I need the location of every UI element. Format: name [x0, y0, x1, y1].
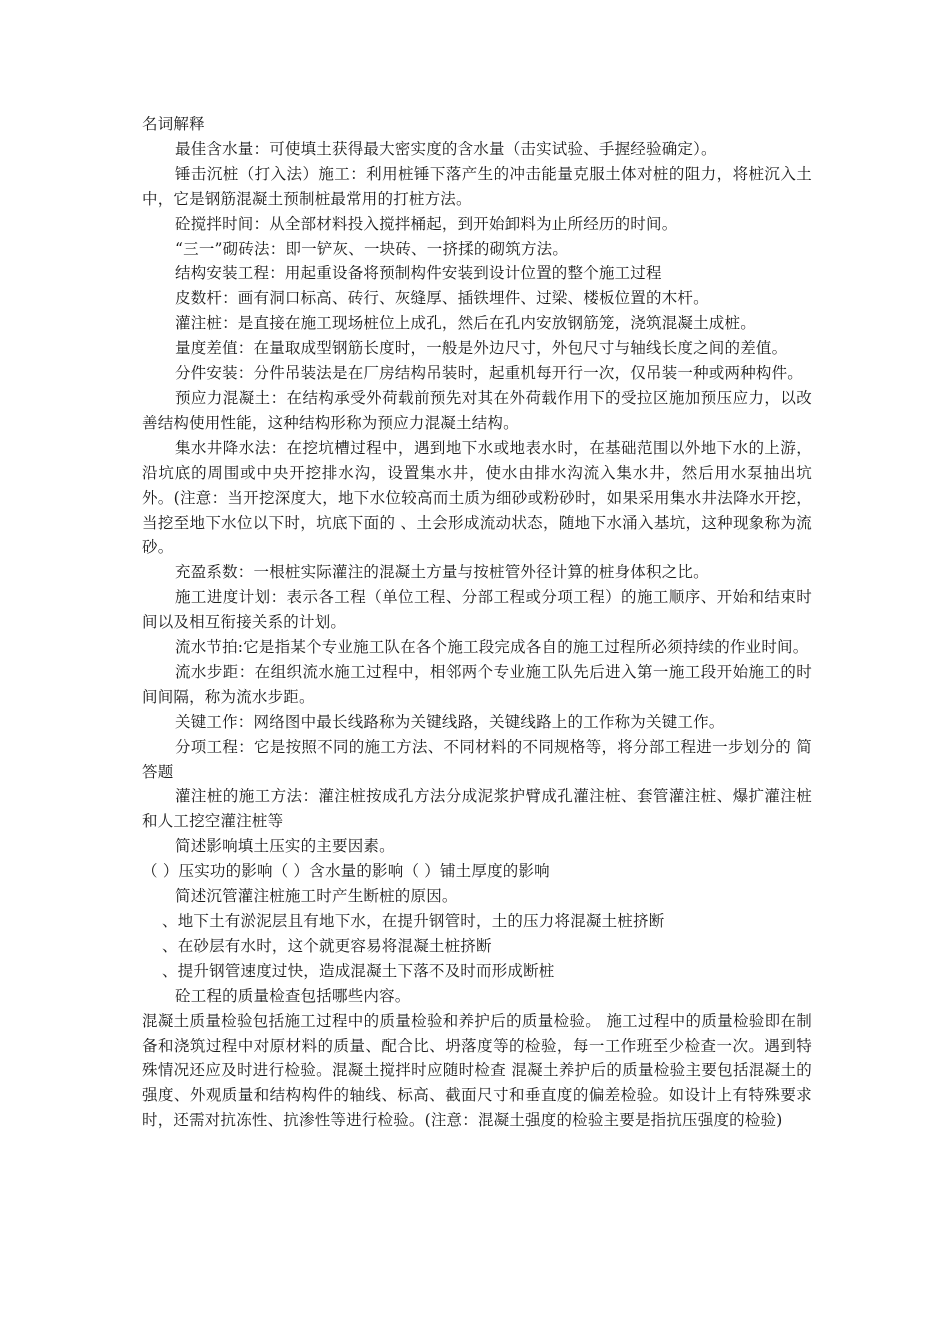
term-paragraph: 灌注桩：是直接在施工现场桩位上成孔，然后在孔内安放钢筋笼，浇筑混凝土成桩。	[175, 314, 756, 333]
term-paragraph: 流水步距：在组织流水施工过程中，相邻两个专业施工队先后进入第一施工段开始施工的时间间隔，称为流水步距。	[142, 662, 812, 706]
term-paragraph: 集水井降水法：在挖坑槽过程中，遇到地下水或地表水时，在基础范围以外地下水的上游，沿坑底的周围或中央开挖排水沟，设置集水井，使水由排水沟流入集水井，然后用水泵抽出坑外。(注意：当开挖深度大，地下水位较高而土质为细砂或粉砂时，如果采用集水井法降水开挖，当挖至地下水位以下时，坑底下面的 、土会形成流动状态，随地下水涌入基坑，这种现象称为流砂。	[142, 438, 812, 557]
term-paragraph: “三一”砌砖法：即一铲灰、一块砖、一挤揉的砌筑方法。	[175, 239, 569, 258]
answer-paragraph: 混凝土质量检验包括施工过程中的质量检验和养护后的质量检验。 施工过程中的质量检验即在制备和浇筑过程中对原材料的质量、配合比、坍落度等的检验，每一工作班至少检查一次。遇到特殊情况还应及时进行检验。混凝土搅拌时应随时检查 混凝土养护后的质量检验主要包括混凝土的强度、外观质量和结构构件的轴线、标高、截面尺寸和垂直度的偏差检验。如设计上有特殊要求时，还需对抗冻性、抗渗性等进行检验。(注意：混凝土强度的检验主要是指抗压强度的检验)	[142, 1011, 812, 1130]
term-paragraph: 锤击沉桩（打入法）施工：利用桩锤下落产生的冲击能量克服土体对桩的阻力，将桩沉入土中，它是钢筋混凝土预制桩最常用的打桩方法。	[142, 164, 812, 208]
term-paragraph: 预应力混凝土：在结构承受外荷载前预先对其在外荷载作用下的受拉区施加预压应力，以改善结构使用性能，这种结构形称为预应力混凝土结构。	[142, 388, 812, 432]
answer-line: 、地下土有淤泥层且有地下水，在提升钢管时，土的压力将混凝土桩挤断	[162, 912, 665, 930]
term-paragraph: 关键工作：网络图中最长线路称为关键线路，关键线路上的工作称为关键工作。	[175, 712, 725, 731]
term-paragraph: 分件安装：分件吊装法是在厂房结构吊装时，起重机每开行一次，仅吊装一种或两种构件。	[175, 364, 804, 383]
question-paragraph: 简述沉管灌注桩施工时产生断桩的原因。	[175, 887, 458, 906]
term-paragraph: 流水节拍:它是指某个专业施工队在各个施工段完成各自的施工过程所必须持续的作业时间。	[175, 638, 809, 657]
term-paragraph: 分项工程：它是按照不同的施工方法、不同材料的不同规格等，将分部工程进一步划分的 简答题	[142, 737, 812, 781]
question-paragraph: 简述影响填土压实的主要因素。	[175, 837, 395, 856]
document-page	[142, 112, 812, 1133]
answer-line: 、在砂层有水时，这个就更容易将混凝土桩挤断	[162, 936, 492, 955]
term-paragraph: 皮数杆：画有洞口标高、砖行、灰缝厚、插铁埋件、过梁、楼板位置的木杆。	[175, 289, 709, 308]
term-paragraph: 最佳含水量：可使填土获得最大密实度的含水量（击实试验、手握经验确定）。	[175, 139, 717, 158]
question-paragraph: 砼工程的质量检查包括哪些内容。	[175, 986, 411, 1005]
term-paragraph: 量度差值：在量取成型钢筋长度时，一般是外边尺寸，外包尺寸与轴线长度之间的差值。	[175, 339, 788, 358]
question-paragraph: 灌注桩的施工方法：灌注桩按成孔方法分成泥浆护臂成孔灌注桩、套管灌注桩、爆扩灌注桩和人工挖空灌注桩等	[142, 787, 812, 831]
answer-line: 、提升钢管速度过快，造成混凝土下落不及时而形成断桩	[162, 961, 555, 980]
term-paragraph: 充盈系数：一根桩实际灌注的混凝土方量与按桩管外径计算的桩身体积之比。	[175, 563, 709, 582]
term-paragraph: 结构安装工程：用起重设备将预制构件安装到设计位置的整个施工过程	[175, 264, 662, 283]
section-heading: 名词解释	[142, 115, 205, 133]
term-paragraph: 施工进度计划：表示各工程（单位工程、分部工程或分项工程）的施工顺序、开始和结束时间以及相互衔接关系的计划。	[142, 588, 812, 632]
answer-line: （ ）压实功的影响（ ）含水量的影响（ ）铺土厚度的影响	[142, 862, 550, 881]
term-paragraph: 砼搅拌时间：从全部材料投入搅拌桶起，到开始卸料为止所经历的时间。	[175, 214, 678, 233]
